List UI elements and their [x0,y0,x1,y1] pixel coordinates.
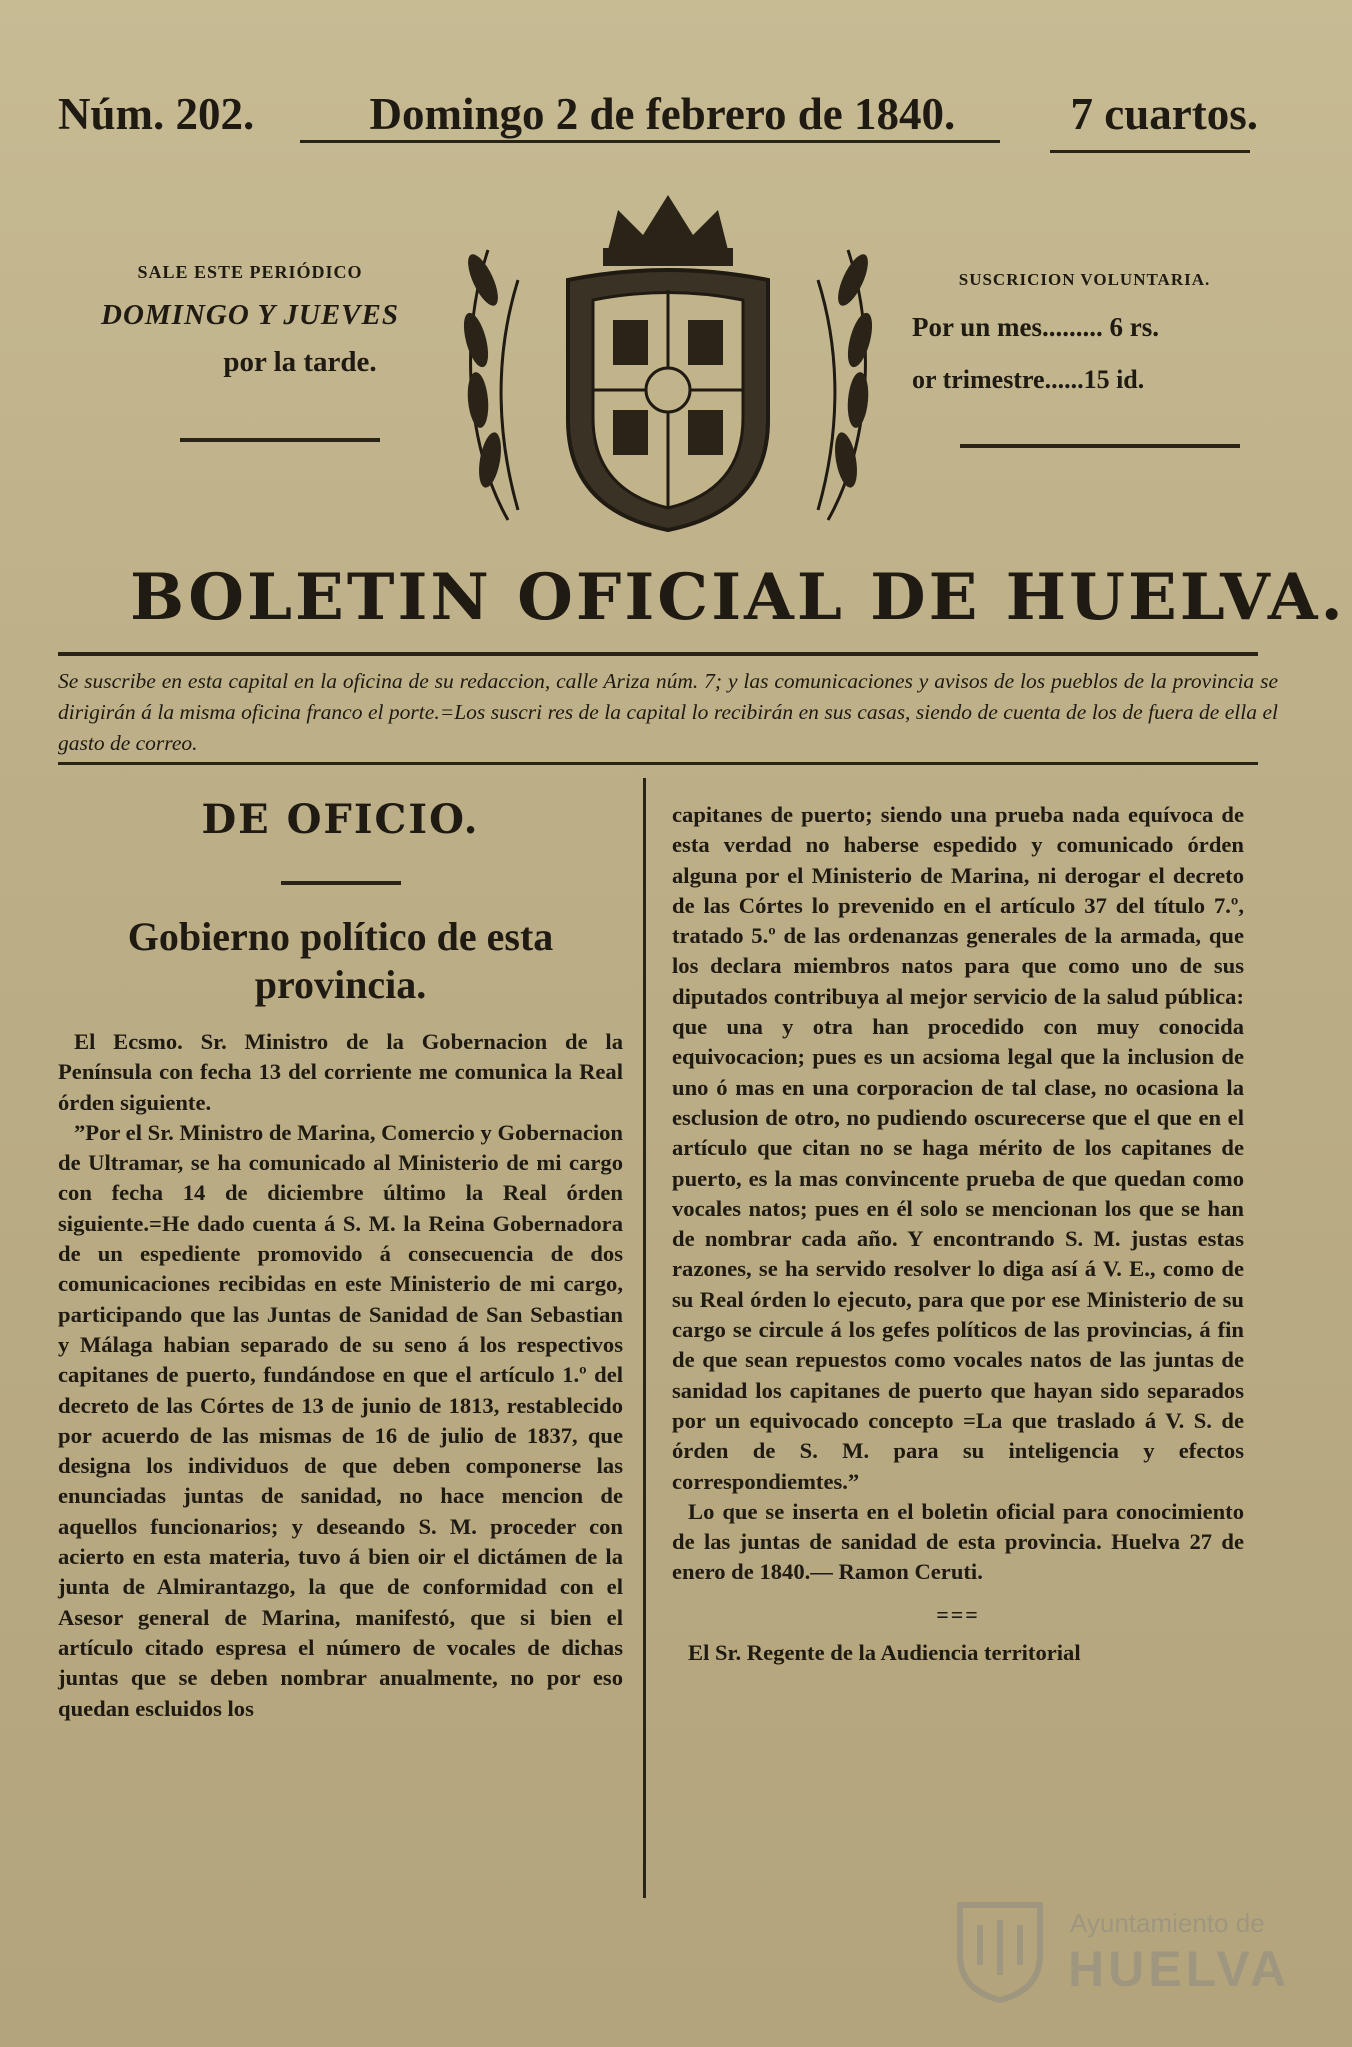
article-divider: === [936,1601,980,1627]
right-column [672,800,1244,1668]
paragraph: capitanes de puerto; siendo una prueba nada equívoca de esta verdad no haberse espedido y comunicado órden alguna por el Ministerio de Marina, ni derogar el decreto de las Córtes lo prevenido en el artículo 37 del título 7.º, tratado 5.º de las ordenanzas generales de la armada, que los declara miembros natos para que como uno de sus diputados contribuya al mejor servicio de la salud pública: que una y otra han procedido con muy conocida equivocacion; pues es un acsioma legal que la inclusion de uno ó mas en una corporacion de tal clase, no ocasiona la esclusion de otro, no pudiendo oscurecerse que el que en el artículo que citan no se haga mérito de los capitanes de puerto, es la mas convincente prueba de que quedan como vocales natos; pues en él solo se mencionan los que se han de nombrar cada año. Y encontrando S. M. justas estas razones, se ha servido resolver lo diga así á V. E., como de su Real órden lo ejecuto, para que por ese Ministerio de su cargo se circule á los gefes políticos de las provincias, á fin de que sean repuestos como vocales natos de las juntas de sanidad los capitanes de puerto que hayan sido separados por un equivocado concepto =La que traslado á V. S. de órden de S. M. para su inteligencia y efectos correspondiemtes.” [672,802,1244,1494]
notice-rule [58,762,1258,765]
title-rule-thick [58,652,1258,656]
watermark-line1: Ayuntamiento de [1070,1908,1265,1938]
coat-of-arms-icon [448,190,888,540]
watermark-shield-icon [950,1895,1050,2005]
quarterly-price: or trimestre......15 id. [912,365,1145,394]
section-rule [281,881,401,885]
subscription-prices [912,270,1257,395]
subscription-notice: Se suscribe en esta capital en la oficina de su redaccion, calle Ariza núm. 7; y las comunicaciones y avisos de los pueblos de la provincia se dirigirán á la misma oficina franco el porte.=Los suscri res de la capital lo recibirán en sus casas, siendo de cuenta de los de fuera de ella el gasto de correo. [58,669,1278,755]
left-column [58,790,623,1724]
paragraph: Lo que se inserta en el boletin oficial para conocimiento de las juntas de sanidad de esta provincia. Huelva 27 de enero de 1840.— Ramon Ceruti. [672,1498,1244,1585]
paragraph: ”Por el Sr. Ministro de Marina, Comercio y Gobernacion de Ultramar, se ha comunicado al Ministerio de mi cargo con fecha 14 de diciembre último la Real órden siguiente.=He dado cuenta á S. M. la Reina Gobernadora de un espediente promovido á consecuencia de dos comunicaciones recibidas en este Ministerio de mi cargo, participando que las Juntas de Sanidad de San Sebastian y Málaga habian separado de su seno á los respectivos capitanes de puerto, fundándose en que el artículo 1.º del decreto de las Córtes de 13 de junio de 1813, restablecido por acuerdo de las mismas de 16 de julio de 1837, que designa los individuos de que deben componerse las enunciadas juntas de sanidad, no hace mencion de aquellos funcionarios; y deseando S. M. proceder con acierto en esta materia, tuvo á bien oir el dictámen de la junta de Almirantazgo, la que de conformidad con el Asesor general de Marina, manifestó, que si bien el artículo citado espresa el número de vocales de dichas juntas que se deben nombrar anualmente, no por eso quedan escluidos los [58,1119,623,1721]
publication-schedule [60,262,440,379]
subscription-label: SUSCRICION VOLUNTARIA. [958,270,1211,289]
schedule-time: por la tarde. [223,346,377,378]
schedule-days: DOMINGO Y JUEVES [101,299,399,331]
column-divider [643,778,646,1898]
masthead-rule-right [1050,150,1250,153]
monthly-price: Por un mes......... 6 rs. [912,312,1159,342]
right-box-rule [960,444,1240,448]
paragraph: El Ecsmo. Sr. Ministro de la Gobernacion de la Península con fecha 13 del corriente me comunica la Real órden siguiente. [58,1029,623,1115]
left-body [58,1027,623,1724]
masthead-rule-left [300,140,1000,143]
paragraph: El Sr. Regente de la Audiencia territorial [688,1640,1081,1666]
masthead [58,88,1258,140]
left-box-rule [180,438,380,442]
right-body [672,800,1244,1668]
article-heading: Gobierno político de esta provincia. [127,914,554,1007]
section-heading: DE OFICIO. [201,796,480,843]
archive-watermark [950,1890,1291,2010]
issue-number: Núm. 202. [58,89,255,139]
newspaper-title: BOLETIN OFICIAL DE HUELVA. [130,560,1346,635]
issue-price: 7 cuartos. [1070,89,1258,139]
watermark-line2: HUELVA [1068,1941,1291,1997]
issue-date: Domingo 2 de febrero de 1840. [369,89,956,139]
schedule-intro: SALE ESTE PERIÓDICO [137,262,363,282]
